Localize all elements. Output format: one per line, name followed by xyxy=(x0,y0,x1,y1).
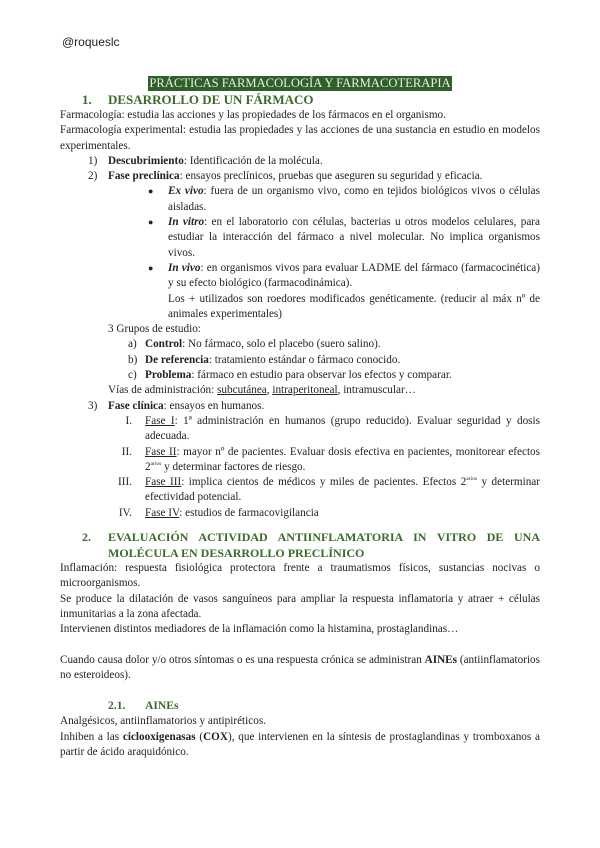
bullet-icon: ● xyxy=(148,186,154,197)
text-run: DESARROLLO DE UN FÁRMACO xyxy=(108,92,314,107)
text-run: : mayor nº de pacientes. Evaluar dosis efectiva en pacientes, monitorear efectos 2 xyxy=(145,445,540,473)
paragraph xyxy=(60,353,540,368)
text-run: Intervienen distintos mediadores de la inflamación como la histamina, prostaglandinas… xyxy=(60,623,459,636)
text-run: Inhiben a las xyxy=(60,730,123,743)
text-run: In vitro xyxy=(168,216,205,229)
paragraph xyxy=(60,475,540,506)
text-run: y determinar efectividad potencial. xyxy=(145,476,541,504)
text-run: , intramuscular… xyxy=(337,384,416,397)
text-run: Fase II xyxy=(145,445,177,458)
text-run: Problema xyxy=(145,369,192,382)
list-marker: b) xyxy=(128,353,138,366)
bullet-icon: ● xyxy=(148,262,154,273)
text-run: arios xyxy=(466,476,477,483)
paragraph xyxy=(60,154,540,169)
text-run: : fuera de un organismo vivo, como en tejidos biológicos vivos o células aisladas. xyxy=(168,185,540,213)
text-run: Fase preclínica xyxy=(108,170,180,183)
text-run: Descubrimiento xyxy=(108,154,184,167)
text-run: : implica cientos de médicos y miles de pacientes. Efectos 2 xyxy=(181,476,467,489)
paragraph xyxy=(60,108,540,123)
text-run: Ex vivo xyxy=(168,185,204,198)
list-marker: c) xyxy=(128,369,137,382)
paragraph xyxy=(60,592,540,623)
text-run: Fase clínica xyxy=(108,399,164,412)
text-run: intraperitoneal xyxy=(272,384,338,397)
text-run: Fase I xyxy=(145,414,175,427)
paragraph xyxy=(60,414,540,445)
text-run: AINEs xyxy=(424,653,457,666)
paragraph xyxy=(60,184,540,215)
text-run: 3 Grupos de estudio: xyxy=(108,323,201,336)
text-run: Analgésicos, antiinflamatorios y antipiréticos. xyxy=(60,715,266,728)
list-marker: 2) xyxy=(88,170,98,183)
text-run: Fase IV xyxy=(145,506,180,519)
paragraph xyxy=(60,215,540,261)
paragraph xyxy=(60,322,540,337)
document-body xyxy=(60,91,540,760)
text-run: (antiinflamatorios no esteroideos). xyxy=(60,653,540,681)
section-heading xyxy=(60,529,540,561)
text-run: In vivo xyxy=(168,261,201,274)
text-run: y determinar factores de riesgo. xyxy=(161,460,306,473)
paragraph xyxy=(60,383,540,398)
text-run: : 1ª administración en humanos (grupo reducido). Evaluar seguridad y dosis adecuada. xyxy=(145,414,540,443)
author-handle: @roqueslc xyxy=(62,35,120,49)
paragraph xyxy=(60,261,540,292)
list-marker: a) xyxy=(128,338,137,351)
spacer xyxy=(60,521,540,529)
list-marker: I. xyxy=(125,414,132,427)
text-run: , xyxy=(266,384,273,397)
list-marker: 3) xyxy=(88,399,98,412)
text-run: ( xyxy=(195,730,204,743)
text-run: arios xyxy=(150,460,162,467)
paragraph xyxy=(60,622,540,637)
text-run: Fase III xyxy=(145,476,182,489)
paragraph xyxy=(60,730,540,761)
list-marker: 2. xyxy=(82,530,91,545)
text-run: : ensayos en humanos. xyxy=(163,399,265,412)
section-heading xyxy=(60,92,540,108)
text-run: : en organismos vivos para evaluar LADME del fármaco (farmacocinética) y su efecto biológico (farmacodinámica). xyxy=(168,261,540,290)
text-run: : fármaco en estudio para observar los efectos y comparar. xyxy=(191,369,452,382)
paragraph xyxy=(60,123,540,154)
text-run: : en el laboratorio con células, bacterias u otros modelos celulares, para estudiar la interacción del fármaco a nivel molecular. No implica organismos vivos. xyxy=(168,216,540,259)
text-run: Farmacología experimental: estudia las propiedades y las acciones de una sustancia en estudio en modelos experimentales. xyxy=(60,124,540,152)
text-run: : estudios de farmacovigilancia xyxy=(179,506,319,519)
text-run: COX xyxy=(203,730,228,743)
paragraph xyxy=(60,445,540,476)
list-marker: 1. xyxy=(82,92,92,107)
paragraph xyxy=(60,506,540,521)
paragraph xyxy=(60,561,540,592)
text-run: subcutánea xyxy=(217,384,267,397)
text-run: ciclooxigenasas xyxy=(122,730,196,743)
text-run: Se produce la dilatación de vasos sanguíneos para ampliar la respuesta inflamatoria y atraer + células inmunitarias a la zona afectada. xyxy=(60,592,540,620)
paragraph xyxy=(60,368,540,383)
paragraph xyxy=(60,292,540,323)
paragraph xyxy=(60,337,540,352)
text-run: Inflamación: respuesta fisiológica protectora frente a traumatismos físicos, sustancias nocivas o microorganismos. xyxy=(60,562,540,590)
text-run: AINEs xyxy=(145,699,179,713)
list-marker: IV. xyxy=(118,506,132,519)
paragraph xyxy=(60,653,540,684)
list-marker: III. xyxy=(118,476,132,489)
paragraph xyxy=(60,714,540,729)
section-heading xyxy=(60,698,540,713)
text-run: : No fármaco, solo el placebo (suero salino). xyxy=(182,338,381,351)
text-run: Control xyxy=(145,338,183,351)
text-run: : ensayos preclínicos, pruebas que aseguren su seguridad y eficacia. xyxy=(179,170,483,183)
spacer xyxy=(60,638,540,653)
list-marker: 2.1. xyxy=(108,699,126,713)
list-marker: II. xyxy=(121,445,132,458)
list-marker: 1) xyxy=(88,154,98,167)
bullet-icon: ● xyxy=(148,217,154,228)
paragraph xyxy=(60,169,540,184)
paragraph xyxy=(60,399,540,414)
text-run: : tratamiento estándar o fármaco conocido. xyxy=(208,353,401,366)
text-run: Farmacología: estudia las acciones y las propiedades de los fármacos en el organismo. xyxy=(60,109,446,121)
text-run: ), que intervienen en la síntesis de prostaglandinas y tromboxanos a partir de ácido araquidónico. xyxy=(60,730,540,758)
spacer xyxy=(60,683,540,698)
text-run: De referencia xyxy=(145,353,209,366)
text-run: Vías de administración: xyxy=(108,384,218,397)
text-run: Los + utilizados son roedores modificados genéticamente. (reducir al máx nº de animales experimentales) xyxy=(168,292,540,320)
document-title: PRÁCTICAS FARMACOLOGÍA Y FARMACOTERAPIA xyxy=(149,76,451,90)
text-run: Cuando causa dolor y/o otros síntomas o es una respuesta crónica se administran xyxy=(60,653,425,666)
text-run: : Identificación de la molécula. xyxy=(183,154,323,167)
text-run: EVALUACIÓN ACTIVIDAD ANTIINFLAMATORIA IN VITRO DE UNA MOLÉCULA EN DESARROLLO PRECLÍNICO xyxy=(108,530,540,561)
